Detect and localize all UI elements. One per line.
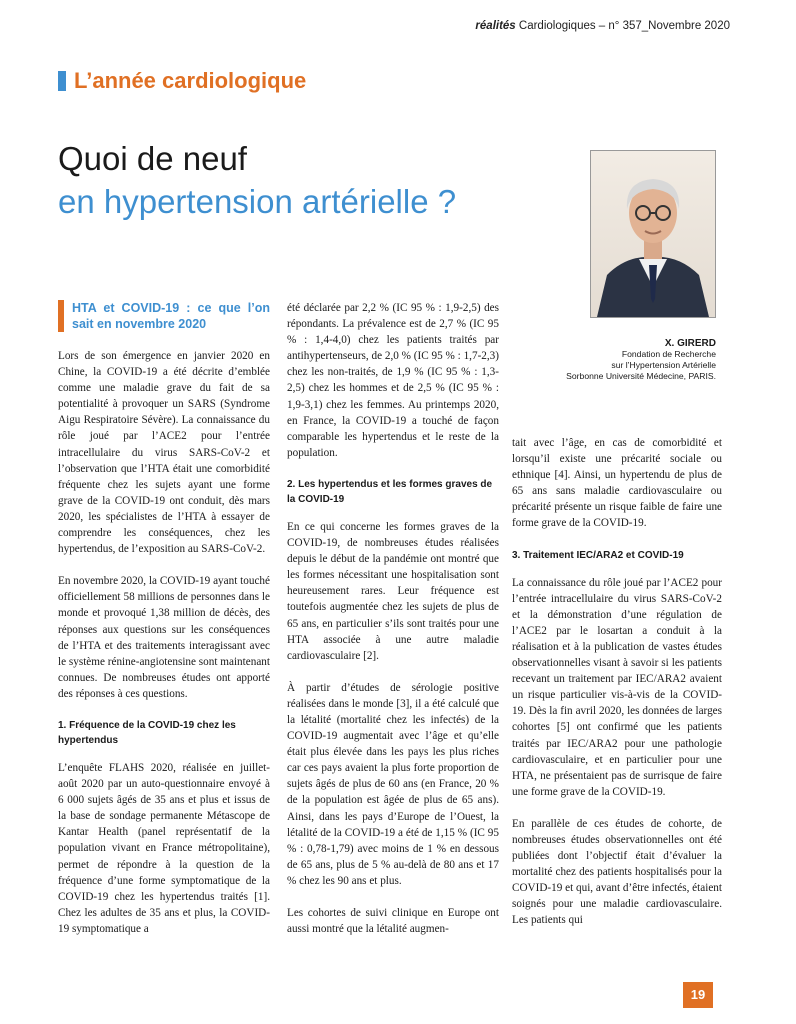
author-affiliation-1: Fondation de Recherche — [621, 349, 716, 359]
article-title-line2: en hypertension artérielle ? — [58, 183, 457, 220]
section-heading: 1. Fréquence de la COVID-19 chez les hypertendus — [58, 719, 236, 746]
author-block — [566, 338, 716, 382]
journal-issue: Cardiologiques – n° 357_Novembre 2020 — [515, 20, 730, 32]
paragraph: L’enquête FLAHS 2020, réalisée en juillet-août 2020 par un auto-questionnaire envoyé à 6 000 sujets âgés de 35 ans et plus et issus de la base de sondage permanente Métascope de Kantar Health (panel représentatif de la population vivant en France métropolitaine), permet de répondre à la question de la fréquence d’une forme symptomatique de la COVID-19 chez les hypertendus traités [1]. Chez les adultes de 35 ans et plus, la COVID-19 symptomatique a — [58, 761, 270, 935]
column-1 — [58, 300, 270, 953]
paragraph: En novembre 2020, la COVID-19 ayant touché officiellement 58 millions de personnes dans le monde et provoqué 1,38 million de décès, des réponses aux questions sur les conséquences de l’HTA et des traitements interagissant avec le système rénine-angiotensine sont maintenant connues. De nombreuses études ont apporté des réponses à ces questions. — [58, 575, 270, 700]
paragraph: Les cohortes de suivi clinique en Europe ont aussi montré que la létalité augmen- — [287, 907, 499, 936]
column-2 — [287, 300, 499, 953]
author-portrait-image — [591, 151, 715, 317]
page-number: 19 — [683, 982, 713, 1008]
paragraph: En ce qui concerne les formes graves de la COVID-19, de nombreuses études réalisées depuis le début de la pandémie ont montré que les formes nécessitant une hospitalisation sont heureusement rares. Leur fréquence est toutefois augmentée chez les sujets de plus de 65 ans, en particulier s’ils sont traités pour une HTA associée à une autre maladie cardiovasculaire [2]. — [287, 520, 499, 662]
paragraph: tait avec l’âge, en cas de comorbidité et lorsqu’il existe une précarité sociale ou ethnique [4]. Ainsi, un hypertendu de plus de 65 ans sans maladie cardiovasculaire ou précarité présente un risque faible de faire une forme grave de la COVID-19. — [512, 437, 722, 530]
section-heading: 2. Les hypertendus et les formes graves de la COVID-19 — [287, 478, 493, 505]
column-3 — [512, 435, 722, 945]
paragraph: Lors de son émergence en janvier 2020 en Chine, la COVID-19 a été décrite d’emblée comme une maladie grave du fait de sa potentialité à provoquer un SARS (Syndrome Aigu Respiratoire Sévère). La connaissance du rôle joué par l’ACE2 pour l’entrée intracellulaire du virus SARS-CoV-2 et l’observation que l’HTA était une comorbidité fréquente chez les sujets ayant une forme grave de la COVID-19 ont conduit, dès mars 2020, les spécialistes de l’HTA à essayer de comprendre les conséquences, chez les hypertendus, de l’exposition au SARS-CoV-2. — [58, 350, 270, 556]
sidebar-title: HTA et COVID-19 : ce que l’on sait en novembre 2020 — [72, 301, 270, 331]
rubric-title: L’année cardiologique — [74, 68, 307, 93]
rubric-marker — [58, 71, 66, 91]
author-affiliation-3: Sorbonne Université Médecine, PARIS. — [566, 371, 716, 381]
paragraph: À partir d’études de sérologie positive réalisées dans le monde [3], il a été calculé que la létalité (mortalité chez les infectés) de la COVID-19 augmentait avec l’âge et qu’elle était plus élevée dans les pays les plus riches car ces pays avaient la plus forte proportion de sujets âgés de plus de 60 ans (en France, 20 % de la population est âgée de plus de 65 ans). Ainsi, dans les pays d’Europe de l’Ouest, la létalité de la COVID-19 a été de 1,15 % (IC 95 % : 0,78-1,79) avec moins de 1 % en dessous de 65 ans, plus de 5 % au-delà de 80 ans et 17 % chez les 90 ans et plus. — [287, 681, 499, 887]
sidebar-marker — [58, 300, 64, 332]
sidebar-heading — [58, 300, 270, 332]
author-name: X. GIRERD — [664, 338, 716, 349]
paragraph: En parallèle de ces études de cohorte, de nombreuses études observationnelles ont été publiées dont l’objectif était d’évaluer la mortalité chez des patients hospitalisés pour la COVID-19 et qui, avant d’être infectés, étaient soignés pour une maladie cardiovasculaire. Les patients qui — [512, 817, 722, 927]
article-title-line1: Quoi de neuf — [58, 140, 247, 177]
section-heading: 3. Traitement IEC/ARA2 et COVID-19 — [512, 549, 684, 561]
paragraph: La connaissance du rôle joué par l’ACE2 pour l’entrée intracellulaire du virus SARS-CoV-2 et la démonstration d’une régulation de l’ACE2 par le losartan a conduit à la réalisation et à la publication de vastes études observationnelles visant à savoir si les patients recevant un traitement par IEC/ARA2 avaient un risque particulier vis-à-vis de la COVID-19. Dès la fin avril 2020, les données de larges cohortes [5] ont confirmé que les patients traités par IEC/ARA2 pour une pathologie cardiovasculaire, et en particulier pour une HTA, ne présentaient pas de surrisque de faire une forme grave de la COVID-19. — [512, 576, 722, 798]
author-affiliation-2: sur l’Hypertension Artérielle — [611, 360, 716, 370]
paragraph: été déclarée par 2,2 % (IC 95 % : 1,9-2,5) des répondants. La prévalence est de 2,7 % (IC 95 % : 1,4-4,0) chez les patients traités par antihypertenseurs, de 2,0 % (IC 95 % : 1,7-2,3) chez les non-traités, de 1,9 % (IC 95 % : 1,3-2,5) chez les hommes et de 2,5 % (IC 95 % : 1,9-3,1) chez les femmes. Au printemps 2020, en France, la COVID-19 a touché de façon comparable les hypertendus et le reste de la population. — [287, 302, 499, 459]
running-header — [475, 20, 730, 32]
section-rubric — [58, 68, 306, 94]
author-photo — [590, 150, 716, 318]
journal-brand: réalités — [475, 20, 516, 32]
